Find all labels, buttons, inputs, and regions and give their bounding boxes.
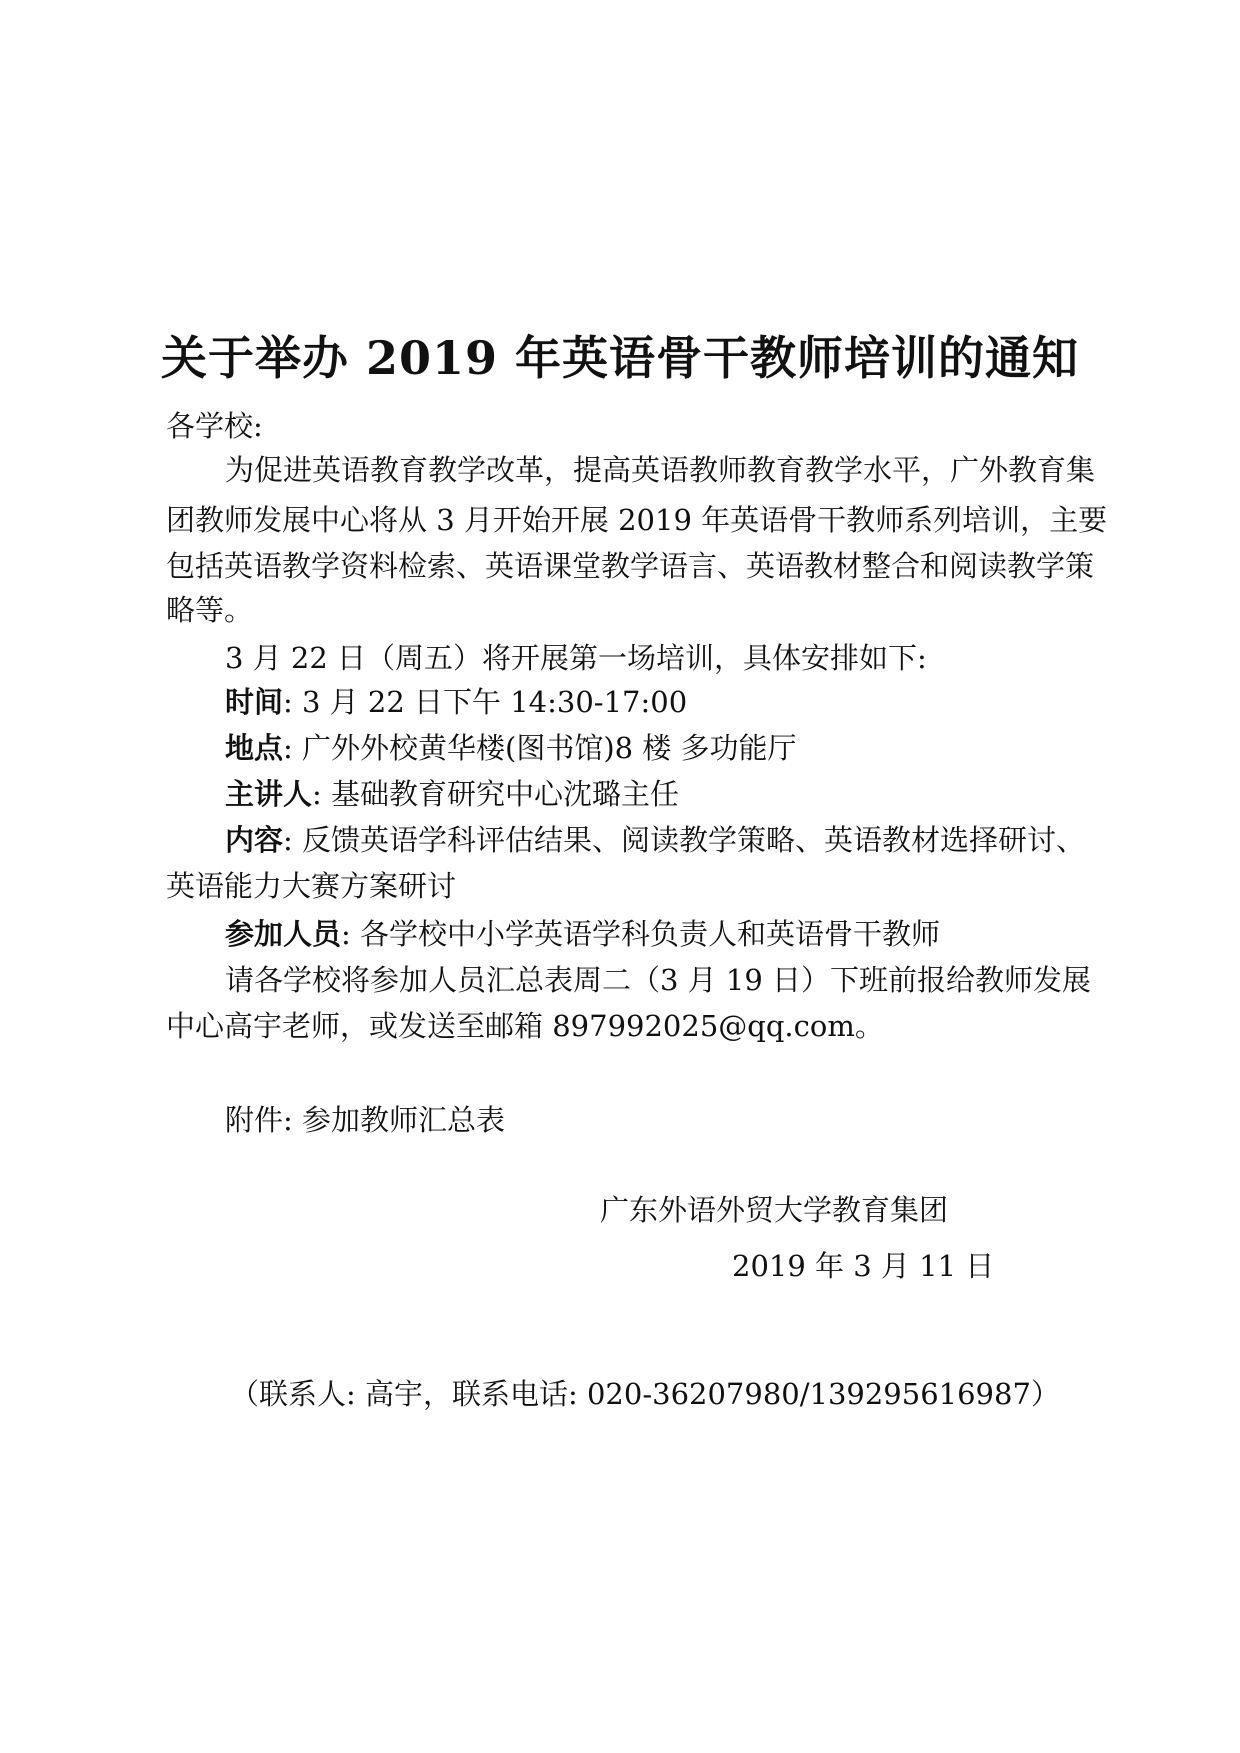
intro-line-4: 略等。 — [166, 593, 254, 627]
speaker-value: : 基础教育研究中心沈璐主任 — [312, 777, 680, 811]
page-title: 关于举办 2019 年英语骨干教师培训的通知 — [160, 331, 1080, 385]
salutation: 各学校: — [166, 409, 263, 443]
participants-value: : 各学校中小学英语学科负责人和英语骨干教师 — [341, 917, 941, 951]
time-row — [225, 682, 687, 722]
participants-row — [225, 914, 940, 954]
speaker-row — [225, 774, 679, 814]
speaker-label: 主讲人 — [225, 777, 313, 811]
intro-line-1: 为促进英语教育教学改革，提高英语教师教育教学水平，广外教育集 — [225, 453, 1096, 487]
issue-date: 2019 年 3 月 11 日 — [732, 1249, 995, 1283]
location-label: 地点 — [225, 731, 284, 765]
intro-line-2: 团教师发展中心将从 3 月开始开展 2019 年英语骨干教师系列培训，主要 — [166, 503, 1108, 537]
content-continuation: 英语能力大赛方案研讨 — [166, 869, 457, 903]
submission-line-1: 请各学校将参加人员汇总表周二（3 月 19 日）下班前报给教师发展 — [225, 963, 1092, 997]
content-value: : 反馈英语学科评估结果、阅读教学策略、英语教材选择研讨、 — [283, 823, 1086, 857]
time-value: : 3 月 22 日下午 14:30-17:00 — [283, 685, 688, 719]
first-session-line: 3 月 22 日（周五）将开展第一场培训，具体安排如下: — [225, 641, 927, 675]
contact-line: （联系人: 高宇，联系电话: 020-36207980/13929561698​7） — [230, 1377, 1060, 1411]
time-label: 时间 — [225, 685, 284, 719]
content-row — [225, 820, 1085, 860]
participants-label: 参加人员 — [225, 917, 342, 951]
location-row — [225, 728, 797, 768]
intro-line-3: 包括英语教学资料检索、英语课堂教学语言、英语教材整合和阅读教学策 — [166, 549, 1095, 583]
location-value: : 广外外校黄华楼(图书馆)8 楼 多功能厅 — [283, 731, 797, 765]
attachment-line: 附件: 参加教师汇总表 — [225, 1103, 505, 1137]
submission-line-2: 中心高宇老师，或发送至邮箱 897992025@qq.com。 — [166, 1009, 884, 1043]
content-label: 内容 — [225, 823, 284, 857]
issuer: 广东外语外贸大学教育集团 — [600, 1193, 949, 1227]
